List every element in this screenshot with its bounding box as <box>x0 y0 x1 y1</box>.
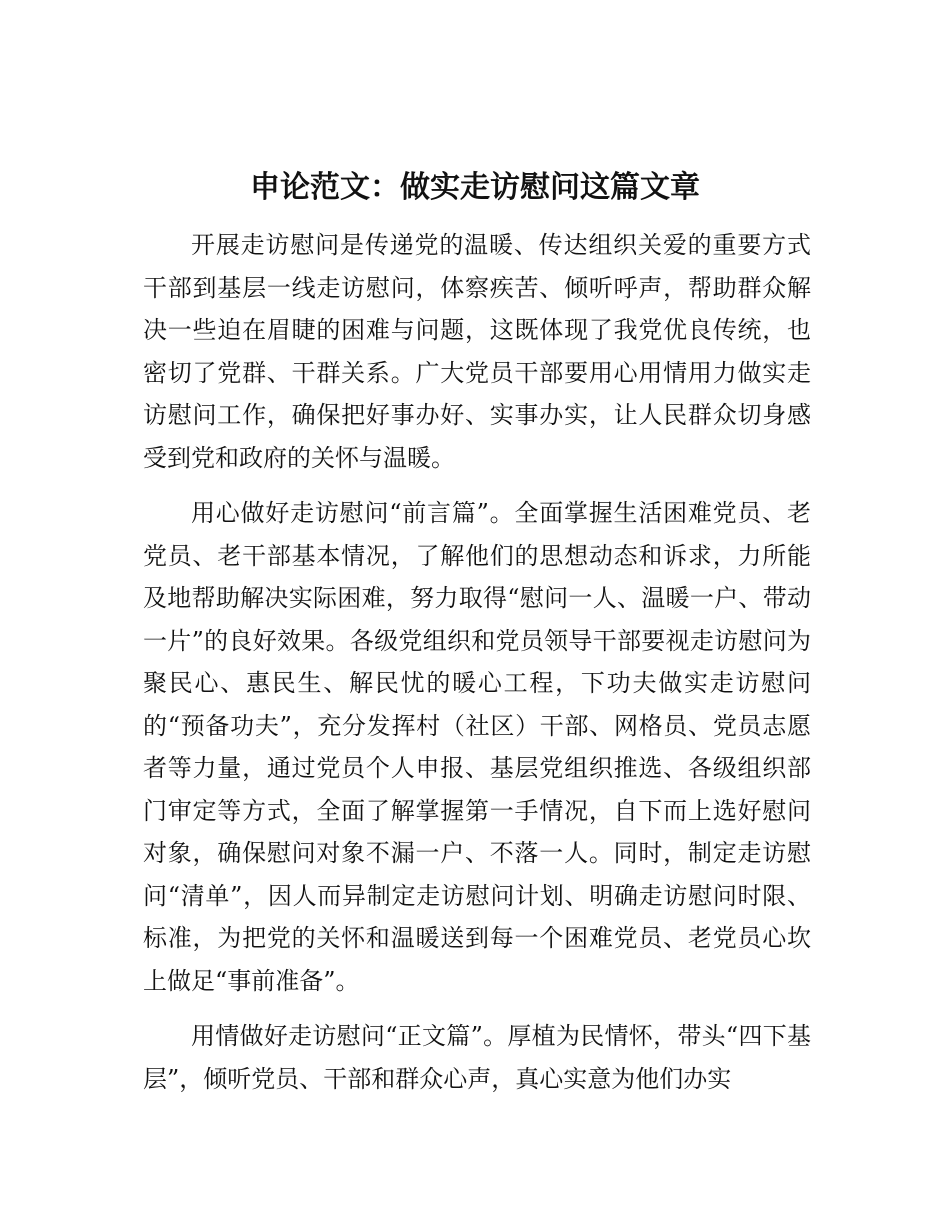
document-title: 申论范文：做实走访慰问这篇文章 <box>250 170 700 205</box>
document-body <box>143 224 811 1113</box>
paragraph-main-section: 用情做好走访慰问“正文篇”。厚植为民情怀，带头“四下基层”，倾听党员、干部和群众心声，真心实意为他们办实 <box>143 1022 811 1093</box>
paragraph-intro: 开展走访慰问是传递党的温暖、传达组织关爱的重要方式干部到基层一线走访慰问，体察疾苦、倾听呼声，帮助群众解决一些迫在眉睫的困难与问题，这既体现了我党优良传统，也密切了党群、干群关系。广大党员干部要用心用情用力做实走访慰问工作，确保把好事办好、实事办实，让人民群众切身感受到党和政府的关怀与温暖。 <box>143 231 811 472</box>
paragraph-preface-section: 用心做好走访慰问“前言篇”。全面掌握生活困难党员、老党员、老干部基本情况，了解他们的思想动态和诉求，力所能及地帮助解决实际困难，努力取得“慰问一人、温暖一户、带动一片”的良好效果。各级党组织和党员领导干部要视走访慰问为聚民心、惠民生、解民忧的暖心工程，下功夫做实走访慰问的“预备功夫”，充分发挥村（社区）干部、网格员、党员志愿者等力量，通过党员个人申报、基层党组织推选、各级组织部门审定等方式，全面了解掌握第一手情况，自下而上选好慰问对象，确保慰问对象不漏一户、不落一人。同时，制定走访慰问“清单”，因人而异制定走访慰问计划、明确走访慰问时限、标准，为把党的关怀和温暖送到每一个困难党员、老党员心坎上做足“事前准备”。 <box>143 499 811 995</box>
